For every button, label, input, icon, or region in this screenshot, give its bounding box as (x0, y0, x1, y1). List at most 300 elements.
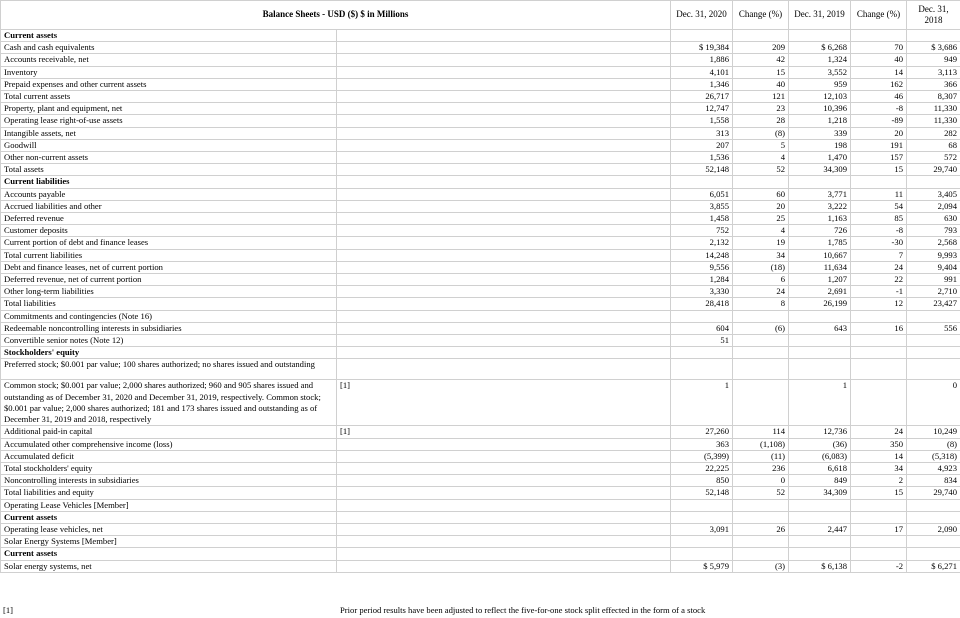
cell-value (907, 536, 960, 548)
table-row (1, 261, 960, 273)
row-label: Other non-current assets (1, 152, 337, 164)
row-label: Other long-term liabilities (1, 286, 337, 298)
cell-value: $ 6,268 (789, 42, 851, 54)
row-label: Inventory (1, 66, 337, 78)
cell-value (851, 347, 907, 359)
cell-value: 3,091 (671, 523, 733, 535)
cell-value: 42 (733, 54, 789, 66)
cell-value: 52 (733, 164, 789, 176)
table-row (1, 536, 960, 548)
row-footnote-ref (337, 152, 671, 164)
cell-value: 19 (733, 237, 789, 249)
cell-value: -89 (851, 115, 907, 127)
row-label: Accounts payable (1, 188, 337, 200)
row-footnote-ref (337, 438, 671, 450)
row-footnote-ref (337, 127, 671, 139)
cell-value (733, 335, 789, 347)
cell-value: 15 (851, 487, 907, 499)
row-footnote-ref (337, 164, 671, 176)
row-footnote-ref (337, 200, 671, 212)
cell-value: 9,404 (907, 261, 960, 273)
row-label: Prepaid expenses and other current assets (1, 78, 337, 90)
row-footnote-ref (337, 103, 671, 115)
cell-value: 12,103 (789, 91, 851, 103)
row-label: Noncontrolling interests in subsidiaries (1, 475, 337, 487)
table-row (1, 298, 960, 310)
table-row (1, 91, 960, 103)
cell-value: 12,747 (671, 103, 733, 115)
table-row (1, 487, 960, 499)
cell-value: 2,568 (907, 237, 960, 249)
cell-value: (36) (789, 438, 851, 450)
cell-value: 1,470 (789, 152, 851, 164)
cell-value (907, 176, 960, 188)
cell-value: $ 3,686 (907, 42, 960, 54)
row-footnote-ref (337, 450, 671, 462)
cell-value: 23 (733, 103, 789, 115)
row-footnote-ref (337, 310, 671, 322)
row-footnote-ref (337, 42, 671, 54)
row-footnote-ref: [1] (337, 426, 671, 438)
cell-value: 22 (851, 274, 907, 286)
cell-value (671, 310, 733, 322)
table-row (1, 164, 960, 176)
cell-value (851, 176, 907, 188)
row-footnote-ref (337, 139, 671, 151)
row-label: Common stock; $0.001 par value; 2,000 shares authorized; 960 and 905 shares issued and outstanding as of December 31, 2020 and December 31, 2019, respectively. Common stock; $0.001 par value; 2,000 shares authorized; 181 and 173 shares issued and outstanding as of December 31, 2019 and 2018, respectively (1, 380, 337, 426)
table-row (1, 249, 960, 261)
cell-value: 23,427 (907, 298, 960, 310)
cell-value: 0 (733, 475, 789, 487)
cell-value: (5,318) (907, 450, 960, 462)
cell-value: 1,785 (789, 237, 851, 249)
table-row (1, 499, 960, 511)
cell-value: (8) (907, 438, 960, 450)
cell-value: 207 (671, 139, 733, 151)
cell-value: 1,458 (671, 213, 733, 225)
cell-value: 834 (907, 475, 960, 487)
cell-value: 1 (671, 380, 733, 426)
cell-value: (11) (733, 450, 789, 462)
cell-value (851, 359, 907, 380)
table-row (1, 237, 960, 249)
cell-value: 14,248 (671, 249, 733, 261)
cell-value: 339 (789, 127, 851, 139)
row-footnote-ref (337, 462, 671, 474)
cell-value: 22,225 (671, 462, 733, 474)
cell-value: 3,552 (789, 66, 851, 78)
cell-value (733, 380, 789, 426)
cell-value: 949 (907, 54, 960, 66)
cell-value: 1,163 (789, 213, 851, 225)
cell-value: 209 (733, 42, 789, 54)
cell-value: 34,309 (789, 487, 851, 499)
cell-value: -1 (851, 286, 907, 298)
row-label: Goodwill (1, 139, 337, 151)
cell-value: 4,101 (671, 66, 733, 78)
cell-value: 3,330 (671, 286, 733, 298)
cell-value: 121 (733, 91, 789, 103)
row-label: Current liabilities (1, 176, 337, 188)
cell-value (907, 499, 960, 511)
cell-value (851, 380, 907, 426)
cell-value: 11,634 (789, 261, 851, 273)
cell-value (789, 536, 851, 548)
col-header-change-2020: Change (%) (733, 1, 789, 30)
cell-value: 1,207 (789, 274, 851, 286)
table-row (1, 66, 960, 78)
cell-value: 3,855 (671, 200, 733, 212)
cell-value: 11,330 (907, 103, 960, 115)
row-label: Current assets (1, 548, 337, 560)
cell-value: (3) (733, 560, 789, 572)
cell-value: 28 (733, 115, 789, 127)
row-label: Current portion of debt and finance leases (1, 237, 337, 249)
cell-value (851, 548, 907, 560)
footnote-text: Prior period results have been adjusted to reflect the five-for-one stock split effected in the form of a stock (340, 605, 706, 615)
cell-value (789, 359, 851, 380)
cell-value (789, 310, 851, 322)
row-label: Convertible senior notes (Note 12) (1, 335, 337, 347)
cell-value: 16 (851, 322, 907, 334)
cell-value: (18) (733, 261, 789, 273)
cell-value: 114 (733, 426, 789, 438)
row-label: Total current assets (1, 91, 337, 103)
table-row (1, 310, 960, 322)
cell-value (733, 30, 789, 42)
cell-value (789, 511, 851, 523)
cell-value (789, 176, 851, 188)
cell-value: 52,148 (671, 164, 733, 176)
cell-value: 191 (851, 139, 907, 151)
cell-value: 726 (789, 225, 851, 237)
col-header-dec-2018: Dec. 31, 2018 (907, 1, 960, 30)
cell-value: (5,399) (671, 450, 733, 462)
row-label: Current assets (1, 30, 337, 42)
table-row (1, 359, 960, 380)
table-row (1, 200, 960, 212)
cell-value: 26,199 (789, 298, 851, 310)
cell-value: 10,667 (789, 249, 851, 261)
cell-value: 752 (671, 225, 733, 237)
cell-value (851, 511, 907, 523)
cell-value (733, 359, 789, 380)
row-label: Solar Energy Systems [Member] (1, 536, 337, 548)
row-footnote-ref (337, 176, 671, 188)
cell-value: 40 (733, 78, 789, 90)
row-footnote-ref (337, 475, 671, 487)
row-footnote-ref (337, 78, 671, 90)
cell-value: 12 (851, 298, 907, 310)
cell-value (671, 536, 733, 548)
cell-value: 34 (733, 249, 789, 261)
table-title: Balance Sheets - USD ($) $ in Millions (1, 1, 671, 30)
row-footnote-ref (337, 115, 671, 127)
table-row (1, 286, 960, 298)
cell-value: 7 (851, 249, 907, 261)
cell-value: 157 (851, 152, 907, 164)
cell-value: 85 (851, 213, 907, 225)
cell-value: 363 (671, 438, 733, 450)
row-footnote-ref (337, 188, 671, 200)
row-footnote-ref (337, 274, 671, 286)
cell-value (907, 511, 960, 523)
table-body (1, 30, 960, 573)
col-header-dec-2019: Dec. 31, 2019 (789, 1, 851, 30)
row-footnote-ref (337, 213, 671, 225)
cell-value: 1,536 (671, 152, 733, 164)
cell-value (789, 548, 851, 560)
table-row (1, 115, 960, 127)
cell-value: (1,108) (733, 438, 789, 450)
row-label: Commitments and contingencies (Note 16) (1, 310, 337, 322)
cell-value: 1,284 (671, 274, 733, 286)
col-header-dec-2020: Dec. 31, 2020 (671, 1, 733, 30)
cell-value: 52 (733, 487, 789, 499)
table-row (1, 426, 960, 438)
row-label: Accrued liabilities and other (1, 200, 337, 212)
row-label: Additional paid-in capital (1, 426, 337, 438)
cell-value: 20 (851, 127, 907, 139)
section-row (1, 511, 960, 523)
section-row (1, 176, 960, 188)
cell-value (671, 30, 733, 42)
row-footnote-ref (337, 511, 671, 523)
cell-value: 14 (851, 66, 907, 78)
cell-value: 2,090 (907, 523, 960, 535)
cell-value: 0 (907, 380, 960, 426)
cell-value (671, 176, 733, 188)
cell-value: 1 (789, 380, 851, 426)
row-footnote-ref (337, 225, 671, 237)
row-footnote-ref (337, 560, 671, 572)
table-row (1, 127, 960, 139)
row-footnote-ref (337, 335, 671, 347)
cell-value: 9,993 (907, 249, 960, 261)
row-label: Operating lease vehicles, net (1, 523, 337, 535)
cell-value: 14 (851, 450, 907, 462)
row-label: Current assets (1, 511, 337, 523)
cell-value: 8,307 (907, 91, 960, 103)
cell-value: 52,148 (671, 487, 733, 499)
row-footnote-ref (337, 548, 671, 560)
cell-value: 3,771 (789, 188, 851, 200)
cell-value (671, 511, 733, 523)
cell-value (907, 359, 960, 380)
row-label: Total liabilities and equity (1, 487, 337, 499)
table-row (1, 274, 960, 286)
cell-value: 3,222 (789, 200, 851, 212)
cell-value: 3,113 (907, 66, 960, 78)
cell-value: 991 (907, 274, 960, 286)
cell-value: 1,324 (789, 54, 851, 66)
table-row (1, 78, 960, 90)
cell-value: 2,710 (907, 286, 960, 298)
cell-value: 25 (733, 213, 789, 225)
cell-value: 2,094 (907, 200, 960, 212)
cell-value (851, 335, 907, 347)
cell-value: 313 (671, 127, 733, 139)
row-footnote-ref (337, 249, 671, 261)
cell-value: 68 (907, 139, 960, 151)
cell-value: 282 (907, 127, 960, 139)
cell-value: 17 (851, 523, 907, 535)
row-label: Solar energy systems, net (1, 560, 337, 572)
row-label: Preferred stock; $0.001 par value; 100 shares authorized; no shares issued and outstanding (1, 359, 337, 380)
row-label: Property, plant and equipment, net (1, 103, 337, 115)
row-footnote-ref: [1] (337, 380, 671, 426)
cell-value: 26 (733, 523, 789, 535)
table-row (1, 438, 960, 450)
cell-value (733, 310, 789, 322)
row-footnote-ref (337, 261, 671, 273)
row-footnote-ref (337, 536, 671, 548)
table-row (1, 462, 960, 474)
cell-value (671, 499, 733, 511)
cell-value (789, 499, 851, 511)
cell-value: $ 5,979 (671, 560, 733, 572)
cell-value (851, 536, 907, 548)
row-footnote-ref (337, 298, 671, 310)
cell-value: 162 (851, 78, 907, 90)
table-row (1, 139, 960, 151)
cell-value: 4,923 (907, 462, 960, 474)
cell-value: 15 (851, 164, 907, 176)
cell-value: 198 (789, 139, 851, 151)
col-header-change-2019: Change (%) (851, 1, 907, 30)
table-row (1, 322, 960, 334)
cell-value: 1,886 (671, 54, 733, 66)
cell-value (733, 499, 789, 511)
cell-value: 236 (733, 462, 789, 474)
row-label: Customer deposits (1, 225, 337, 237)
cell-value: 46 (851, 91, 907, 103)
table-row (1, 213, 960, 225)
row-label: Total stockholders' equity (1, 462, 337, 474)
cell-value: (6) (733, 322, 789, 334)
cell-value: 350 (851, 438, 907, 450)
cell-value: 850 (671, 475, 733, 487)
cell-value (907, 347, 960, 359)
cell-value (789, 347, 851, 359)
table-row (1, 380, 960, 426)
row-footnote-ref (337, 237, 671, 249)
cell-value (789, 335, 851, 347)
cell-value: (6,083) (789, 450, 851, 462)
row-footnote-ref (337, 30, 671, 42)
cell-value: 20 (733, 200, 789, 212)
row-label: Intangible assets, net (1, 127, 337, 139)
cell-value (851, 310, 907, 322)
cell-value (907, 548, 960, 560)
cell-value: 29,740 (907, 487, 960, 499)
row-label: Stockholders' equity (1, 347, 337, 359)
cell-value (671, 359, 733, 380)
cell-value: 70 (851, 42, 907, 54)
row-footnote-ref (337, 322, 671, 334)
cell-value: $ 6,271 (907, 560, 960, 572)
cell-value (733, 548, 789, 560)
cell-value (907, 310, 960, 322)
row-footnote-ref (337, 66, 671, 78)
cell-value: 51 (671, 335, 733, 347)
row-footnote-ref (337, 54, 671, 66)
cell-value: 26,717 (671, 91, 733, 103)
row-label: Total current liabilities (1, 249, 337, 261)
cell-value: 12,736 (789, 426, 851, 438)
cell-value: -8 (851, 103, 907, 115)
cell-value: -8 (851, 225, 907, 237)
cell-value: 34 (851, 462, 907, 474)
cell-value: 3,405 (907, 188, 960, 200)
cell-value (733, 347, 789, 359)
cell-value: 29,740 (907, 164, 960, 176)
cell-value (789, 30, 851, 42)
row-label: Total assets (1, 164, 337, 176)
cell-value: 11,330 (907, 115, 960, 127)
cell-value: 10,249 (907, 426, 960, 438)
cell-value: 4 (733, 225, 789, 237)
footnote (0, 605, 960, 618)
cell-value: 849 (789, 475, 851, 487)
cell-value: 643 (789, 322, 851, 334)
cell-value: 793 (907, 225, 960, 237)
cell-value: 6,618 (789, 462, 851, 474)
cell-value (671, 548, 733, 560)
cell-value: 604 (671, 322, 733, 334)
cell-value: 24 (851, 426, 907, 438)
table-row (1, 188, 960, 200)
table-row (1, 54, 960, 66)
row-label: Deferred revenue (1, 213, 337, 225)
cell-value: 6,051 (671, 188, 733, 200)
row-footnote-ref (337, 499, 671, 511)
table-row (1, 103, 960, 115)
cell-value: 4 (733, 152, 789, 164)
row-label: Total liabilities (1, 298, 337, 310)
row-footnote-ref (337, 523, 671, 535)
row-label: Operating Lease Vehicles [Member] (1, 499, 337, 511)
row-label: Redeemable noncontrolling interests in subsidiaries (1, 322, 337, 334)
cell-value: $ 6,138 (789, 560, 851, 572)
table-row (1, 450, 960, 462)
cell-value: $ 19,384 (671, 42, 733, 54)
cell-value: 40 (851, 54, 907, 66)
cell-value: 9,556 (671, 261, 733, 273)
cell-value: 2,447 (789, 523, 851, 535)
cell-value (733, 511, 789, 523)
table-row (1, 475, 960, 487)
cell-value: 24 (851, 261, 907, 273)
cell-value: 6 (733, 274, 789, 286)
cell-value: 572 (907, 152, 960, 164)
row-label: Accumulated deficit (1, 450, 337, 462)
cell-value: 28,418 (671, 298, 733, 310)
cell-value: 27,260 (671, 426, 733, 438)
row-label: Operating lease right-of-use assets (1, 115, 337, 127)
section-row (1, 548, 960, 560)
cell-value (733, 176, 789, 188)
cell-value: 1,218 (789, 115, 851, 127)
section-row (1, 30, 960, 42)
cell-value: 556 (907, 322, 960, 334)
cell-value: 8 (733, 298, 789, 310)
row-footnote-ref (337, 487, 671, 499)
cell-value (851, 499, 907, 511)
cell-value (671, 347, 733, 359)
section-row (1, 347, 960, 359)
cell-value: 34,309 (789, 164, 851, 176)
